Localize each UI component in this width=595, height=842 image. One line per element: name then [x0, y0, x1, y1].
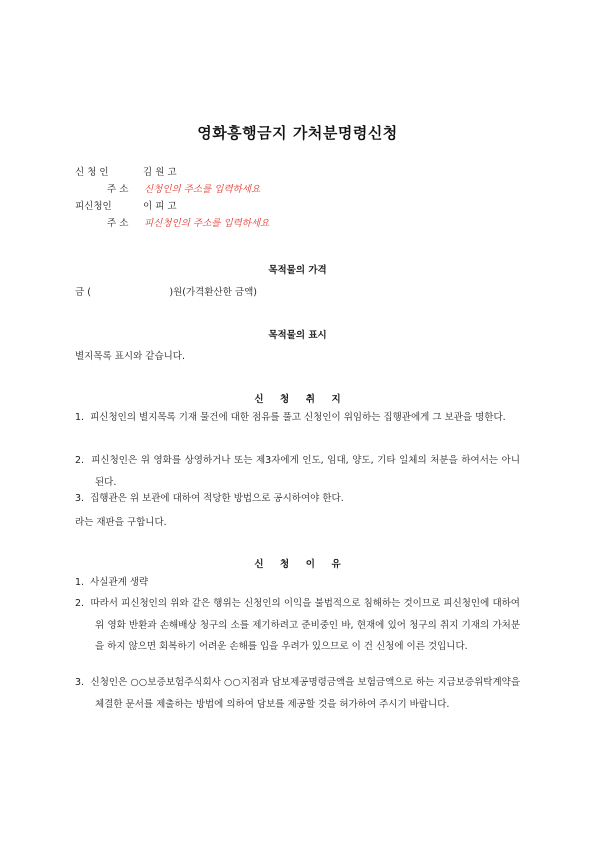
purpose-item-2-num: 2.: [75, 455, 85, 466]
respondent-address-field[interactable]: 피신청인의 주소를 입력하세요: [144, 218, 270, 229]
document-title: 영화흥행금지 가처분명령신청: [197, 124, 398, 142]
display-text: 별지목록 표시와 같습니다.: [75, 351, 186, 362]
purpose-closing: 라는 재판을 구합니다.: [75, 517, 167, 528]
purpose-item-1-num: 1.: [75, 412, 85, 423]
applicant-address-field[interactable]: 신청인의 주소를 입력하세요: [144, 184, 261, 195]
purpose-item-1-text: 피신청인의 별지목록 기재 물건에 대한 점유를 풀고 신청인이 위임하는 집행관에게 그 보관을 명한다.: [90, 412, 506, 423]
applicant-label: 신 청 인: [75, 167, 109, 178]
reason-item-1-num: 1.: [75, 577, 85, 588]
respondent-label: 피신청인: [75, 201, 112, 212]
purpose-item-3-text: 집행관은 위 보관에 대하여 적당한 방법으로 공시하여야 한다.: [90, 493, 344, 504]
value-text: 금 ( )원(가격환산한 금액): [75, 287, 257, 298]
purpose-item-1: [75, 407, 520, 429]
applicant-address-label: 주 소: [107, 184, 129, 195]
respondent-address-row: [107, 218, 269, 230]
reason-item-3-text: 신청인은 ○○보증보험주식회사 ○○지점과 담보제공명령금액을 보험금액으로 하는 지급보증위탁계약을 체결한 문서를 제출하는 방법에 의하여 담보를 제공할 것을 허가하여 주시기 바랍니다.: [90, 677, 520, 710]
reason-item-3: [75, 672, 520, 715]
reason-heading: 신 청 이 유: [254, 559, 341, 570]
respondent-row: [75, 201, 177, 213]
reason-item-2: [75, 593, 520, 658]
reason-item-1: [75, 572, 520, 594]
applicant-name: 김 원 고: [143, 167, 177, 178]
display-heading: 목적물의 표시: [268, 330, 327, 341]
applicant-address-row: [107, 184, 260, 196]
reason-item-1-text: 사실관계 생략: [90, 577, 149, 588]
purpose-item-2-text: 피신청인은 위 영화를 상영하거나 또는 제3자에게 인도, 임대, 양도, 기타 일체의 처분을 하여서는 아니된다.: [91, 455, 520, 488]
respondent-address-label: 주 소: [107, 218, 129, 229]
purpose-item-3-num: 3.: [75, 493, 85, 504]
purpose-item-3: [75, 488, 520, 510]
value-heading: 목적물의 가격: [268, 265, 327, 276]
reason-item-3-num: 3.: [75, 677, 85, 688]
purpose-item-2: [75, 450, 520, 493]
respondent-name: 이 피 고: [143, 201, 177, 212]
purpose-heading: 신 청 취 지: [254, 394, 341, 405]
reason-item-2-text: 따라서 피신청인의 위와 같은 행위는 신청인의 이익을 불법적으로 침해하는 것이므로 피신청인에 대하여 위 영화 반환과 손해배상 청구의 소를 제기하려고 준비중인 바, 현재에 있어 청구의 취지 기재의 가처분을 하지 않으면 회복하기 어려운 손해를 입을 우려가 있으므로 이 건 신청에 이른 것입니다.: [90, 598, 520, 652]
applicant-row: [75, 167, 177, 179]
reason-item-2-num: 2.: [75, 598, 85, 609]
